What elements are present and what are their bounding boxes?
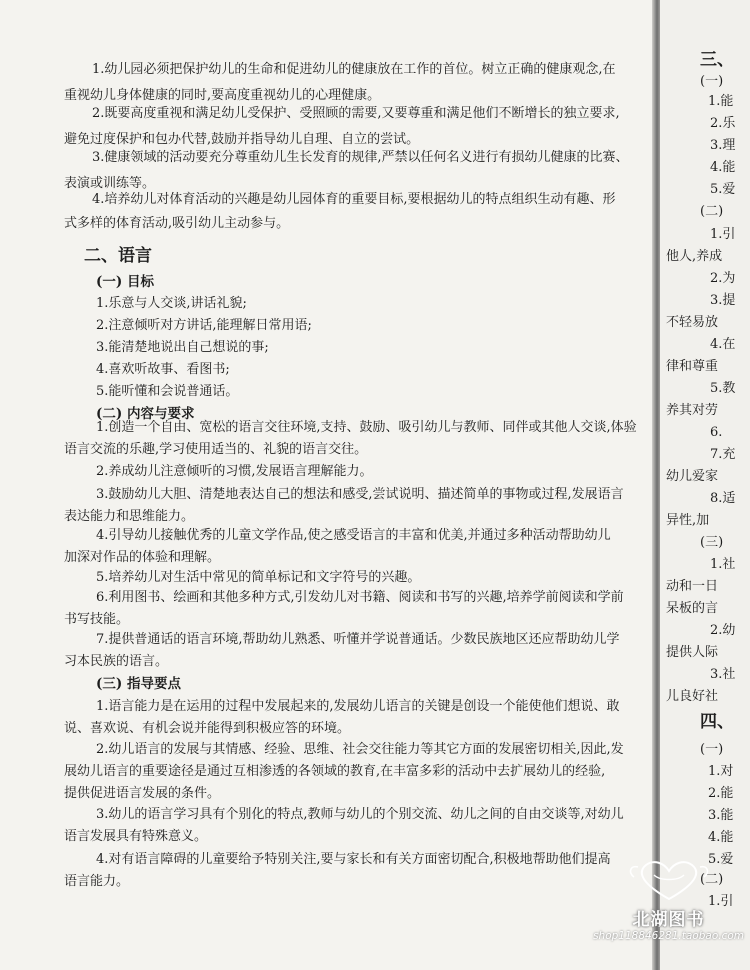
guidance-line: 3.幼儿的语言学习具有个别化的特点,教师与幼儿的个别交流、幼儿之间的自由交谈等,对幼儿 (96, 807, 624, 822)
goal-item: 4.喜欢听故事、看图书; (96, 362, 230, 377)
guidance-line: 2.幼儿语言的发展与其情感、经验、思维、社会交往能力等其它方面的发展密切相关,因此,发 (96, 742, 624, 757)
content-line: 1.创造一个自由、宽松的语言交往环境,支持、鼓励、吸引幼儿与教师、同伴或其他人交谈,体验 (96, 420, 637, 435)
health-line: 4.培养幼儿对体育活动的兴趣是幼儿园体育的重要目标,要根据幼儿的特点组织生动有趣、形 (92, 192, 616, 207)
right-page-fragment: 2.乐 (710, 116, 736, 131)
right-page-fragment: (二) (700, 872, 724, 887)
guidance-heading: (三) 指导要点 (96, 676, 181, 692)
watermark (593, 855, 744, 942)
guidance-line: 1.语言能力是在运用的过程中发展起来的,发展幼儿语言的关键是创设一个能使他们想说、敢 (96, 699, 620, 714)
right-page-fragment: 不轻易放 (666, 315, 719, 330)
right-page (660, 0, 750, 970)
right-page-fragment: 1.对 (708, 764, 734, 779)
right-page-fragment: 幼儿爱家 (666, 469, 719, 484)
right-page-fragment: 1.引 (708, 894, 734, 909)
guidance-line: 4.对有语言障碍的儿童要给予特别关注,要与家长和有关方面密切配合,积极地帮助他们提高 (96, 852, 611, 867)
right-page-fragment: (一) (700, 74, 724, 89)
right-page-fragment: 5.爱 (708, 852, 734, 867)
right-page-fragment: 动和一日 (666, 579, 719, 594)
guidance-line: 展幼儿语言的重要途径是通过互相渗透的各领域的教育,在丰富多彩的活动中去扩展幼儿的经验, (64, 764, 606, 779)
right-page-fragment: 4.在 (710, 337, 736, 352)
content-line: 7.提供普通话的语言环境,帮助幼儿熟悉、听懂并学说普通话。少数民族地区还应帮助幼儿学 (96, 632, 620, 647)
watermark-name: 北湖图书 (632, 910, 705, 930)
content-line: 5.培养幼儿对生活中常见的简单标记和文字符号的兴趣。 (96, 570, 421, 585)
right-page-fragment: 养其对劳 (666, 403, 719, 418)
right-page-fragment: 1.引 (710, 227, 736, 242)
watermark-url: shop118846281.taobao.com (593, 930, 744, 942)
right-page-fragment: 四、 (700, 712, 734, 732)
content-line: 4.引导幼儿接触优秀的儿童文学作品,使之感受语言的丰富和优美,并通过多种活动帮助幼儿 (96, 528, 611, 543)
right-page-fragment: (二) (700, 204, 724, 219)
health-line: 3.健康领域的活动要充分尊重幼儿生长发育的规律,严禁以任何名义进行有损幼儿健康的比赛、 (92, 150, 629, 165)
right-page-fragment: (三) (700, 535, 724, 550)
right-page-fragment: 3.社 (710, 667, 736, 682)
right-page-fragment: 3.能 (708, 808, 734, 823)
guidance-line: 语言发展具有特殊意义。 (64, 829, 208, 844)
content-line: 语言交流的乐趣,学习使用适当的、礼貌的语言交往。 (64, 442, 368, 457)
health-line: 避免过度保护和包办代替,鼓励并指导幼儿自理、自立的尝试。 (64, 132, 420, 147)
content-line: 加深对作品的体验和理解。 (64, 550, 221, 565)
right-page-fragment: 7.充 (710, 447, 736, 462)
goal-item: 2.注意倾听对方讲话,能理解日常用语; (96, 318, 312, 333)
content-line: 2.养成幼儿注意倾听的习惯,发展语言理解能力。 (96, 464, 373, 479)
goal-item: 5.能听懂和会说普通话。 (96, 384, 239, 399)
guidance-line: 语言能力。 (64, 874, 130, 889)
right-page-fragment: 2.幼 (710, 623, 736, 638)
right-page-fragment: (一) (700, 742, 724, 757)
right-page-fragment: 呆板的言 (666, 601, 719, 616)
content-line: 书写技能。 (64, 612, 130, 627)
guidance-line: 说、喜欢说、有机会说并能得到积极应答的环境。 (64, 721, 351, 736)
right-page-fragment: 1.社 (710, 557, 736, 572)
right-page-fragment: 4.能 (708, 830, 734, 845)
content-line: 6.利用图书、绘画和其他多种方式,引发幼儿对书籍、阅读和书写的兴趣,培养学前阅读和学前 (96, 590, 624, 605)
health-line: 1.幼儿园必须把保护幼儿的生命和促进幼儿的健康放在工作的首位。树立正确的健康观念,在 (92, 62, 616, 77)
section-title: 二、语言 (84, 246, 152, 266)
health-line: 表演或训练等。 (64, 176, 156, 191)
health-line: 重视幼儿身体健康的同时,要高度重视幼儿的心理健康。 (64, 88, 381, 103)
right-page-fragment: 儿良好社 (666, 689, 719, 704)
goals-heading: (一) 目标 (96, 274, 154, 290)
content-line: 3.鼓励幼儿大胆、清楚地表达自己的想法和感受,尝试说明、描述简单的事物或过程,发展语言 (96, 487, 624, 502)
heart-logo-icon (624, 855, 714, 905)
right-page-fragment: 3.理 (710, 138, 736, 153)
right-page-fragment: 5.爱 (710, 182, 736, 197)
right-page-fragment: 5.教 (710, 381, 736, 396)
right-page-fragment: 2.能 (708, 786, 734, 801)
goal-item: 3.能清楚地说出自己想说的事; (96, 340, 269, 355)
content-heading: (二) 内容与要求 (96, 406, 195, 422)
content-line: 表达能力和思维能力。 (64, 509, 195, 524)
guidance-line: 提供促进语言发展的条件。 (64, 786, 221, 801)
right-page-fragment: 4.能 (710, 160, 736, 175)
right-page-fragment: 1.能 (708, 94, 734, 109)
right-page-fragment: 8.适 (710, 491, 736, 506)
right-page-fragment: 6. (710, 425, 723, 440)
health-line: 2.既要高度重视和满足幼儿受保护、受照顾的需要,又要尊重和满足他们不断增长的独立要求, (92, 106, 620, 121)
right-page-fragment: 异性,加 (666, 513, 710, 528)
right-page-fragment: 2.为 (710, 271, 736, 286)
health-line: 式多样的体育活动,吸引幼儿主动参与。 (64, 216, 290, 231)
right-page-fragment: 提供人际 (666, 645, 719, 660)
right-page-fragment: 三、 (700, 50, 734, 70)
goal-item: 1.乐意与人交谈,讲话礼貌; (96, 296, 247, 311)
right-page-fragment: 律和尊重 (666, 359, 719, 374)
right-page-fragment: 他人,养成 (666, 249, 723, 264)
content-line: 习本民族的语言。 (64, 654, 169, 669)
right-page-fragment: 3.提 (710, 293, 736, 308)
